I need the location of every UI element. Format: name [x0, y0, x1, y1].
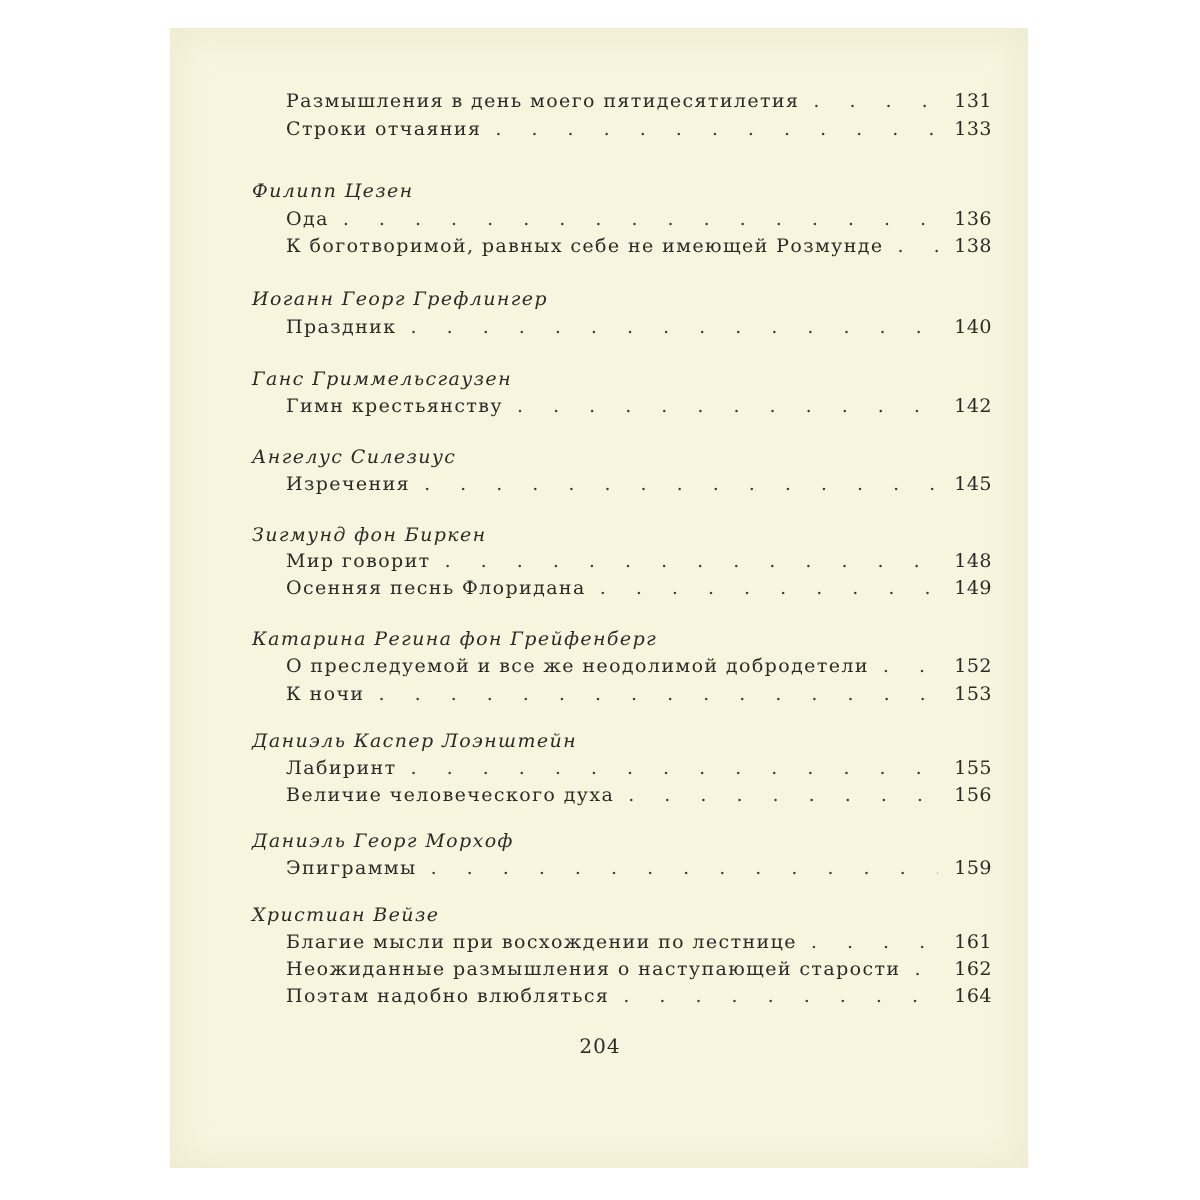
toc-entry [252, 577, 992, 603]
entry-title: Осенняя песнь Флоридана [286, 577, 586, 599]
entry-page-number: 162 [954, 958, 992, 980]
entry-page-number: 138 [954, 235, 992, 257]
toc-entry [252, 985, 992, 1011]
entry-title: Поэтам надобно влюбляться [286, 985, 610, 1007]
dot-leader [898, 235, 938, 257]
entry-title: К боготворимой, равных себе не имеющей Розмунде [286, 235, 884, 257]
entry-title: Эпиграммы [286, 857, 417, 879]
dot-leader [424, 473, 938, 495]
toc-entry [252, 931, 992, 957]
dot-leader [623, 985, 938, 1007]
entry-title: Изречения [286, 473, 411, 495]
entry-page-number: 148 [954, 550, 992, 572]
author-heading: Ангелус Силезиус [252, 446, 457, 468]
author-heading: Даниэль Георг Морхоф [252, 830, 514, 852]
toc-entry [252, 958, 992, 984]
entry-title: Ода [286, 208, 329, 230]
toc-entry [252, 235, 992, 261]
dot-leader [813, 90, 938, 112]
toc-entry [252, 655, 992, 681]
entry-page-number: 156 [954, 784, 992, 806]
author-heading: Филипп Цезен [252, 180, 414, 202]
entry-page-number: 149 [954, 577, 992, 599]
dot-leader [411, 757, 939, 779]
entry-title: Строки отчаяния [286, 118, 482, 140]
toc-entry [252, 90, 992, 116]
entry-title: Величие человеческого духа [286, 784, 615, 806]
toc-entry [252, 118, 992, 144]
dot-leader [914, 958, 938, 980]
dot-leader [343, 208, 938, 230]
entry-title: Праздник [286, 316, 397, 338]
page-number-footer: 204 [579, 1034, 621, 1058]
dot-leader [628, 784, 938, 806]
entry-page-number: 131 [954, 90, 992, 112]
entry-page-number: 161 [954, 931, 992, 953]
entry-title: Лабиринт [286, 757, 397, 779]
toc-entry [252, 757, 992, 783]
toc-entry [252, 316, 992, 342]
entry-page-number: 140 [954, 316, 992, 338]
dot-leader [600, 577, 938, 599]
author-heading: Даниэль Каспер Лоэнштейн [252, 730, 578, 752]
toc-entry [252, 395, 992, 421]
dot-leader [517, 395, 938, 417]
toc-entry [252, 473, 992, 499]
dot-leader [411, 316, 938, 338]
entry-page-number: 159 [954, 857, 992, 879]
author-heading: Христиан Вейзе [252, 904, 440, 926]
entry-page-number: 133 [954, 118, 992, 140]
entry-title: О преследуемой и все же неодолимой добродетели [286, 655, 869, 677]
entry-page-number: 136 [954, 208, 992, 230]
entry-title: Гимн крестьянству [286, 395, 503, 417]
entry-page-number: 142 [954, 395, 992, 417]
entry-page-number: 155 [954, 757, 992, 779]
author-heading: Иоганн Георг Грефлингер [252, 288, 548, 310]
author-heading: Катарина Регина фон Грейфенберг [252, 628, 658, 650]
entry-title: Мир говорит [286, 550, 431, 572]
toc-entry [252, 784, 992, 810]
entry-title: Благие мысли при восхождении по лестнице [286, 931, 797, 953]
dot-leader [431, 857, 938, 879]
author-heading: Ганс Гриммельсгаузен [252, 368, 512, 390]
toc-entry [252, 857, 992, 883]
toc-entry [252, 550, 992, 576]
dot-leader [495, 118, 938, 140]
dot-leader [445, 550, 938, 572]
entry-title: Размышления в день моего пятидесятилетия [286, 90, 800, 112]
entry-title: Неожиданные размышления о наступающей старости [286, 958, 901, 980]
entry-page-number: 153 [954, 683, 992, 705]
toc-entry [252, 683, 992, 709]
author-heading: Зигмунд фон Биркен [252, 524, 487, 546]
dot-leader [883, 655, 938, 677]
entry-page-number: 152 [954, 655, 992, 677]
toc-entry [252, 208, 992, 234]
dot-leader [811, 931, 938, 953]
entry-title: К ночи [286, 683, 365, 705]
entry-page-number: 164 [954, 985, 992, 1007]
dot-leader [378, 683, 938, 705]
entry-page-number: 145 [954, 473, 992, 495]
